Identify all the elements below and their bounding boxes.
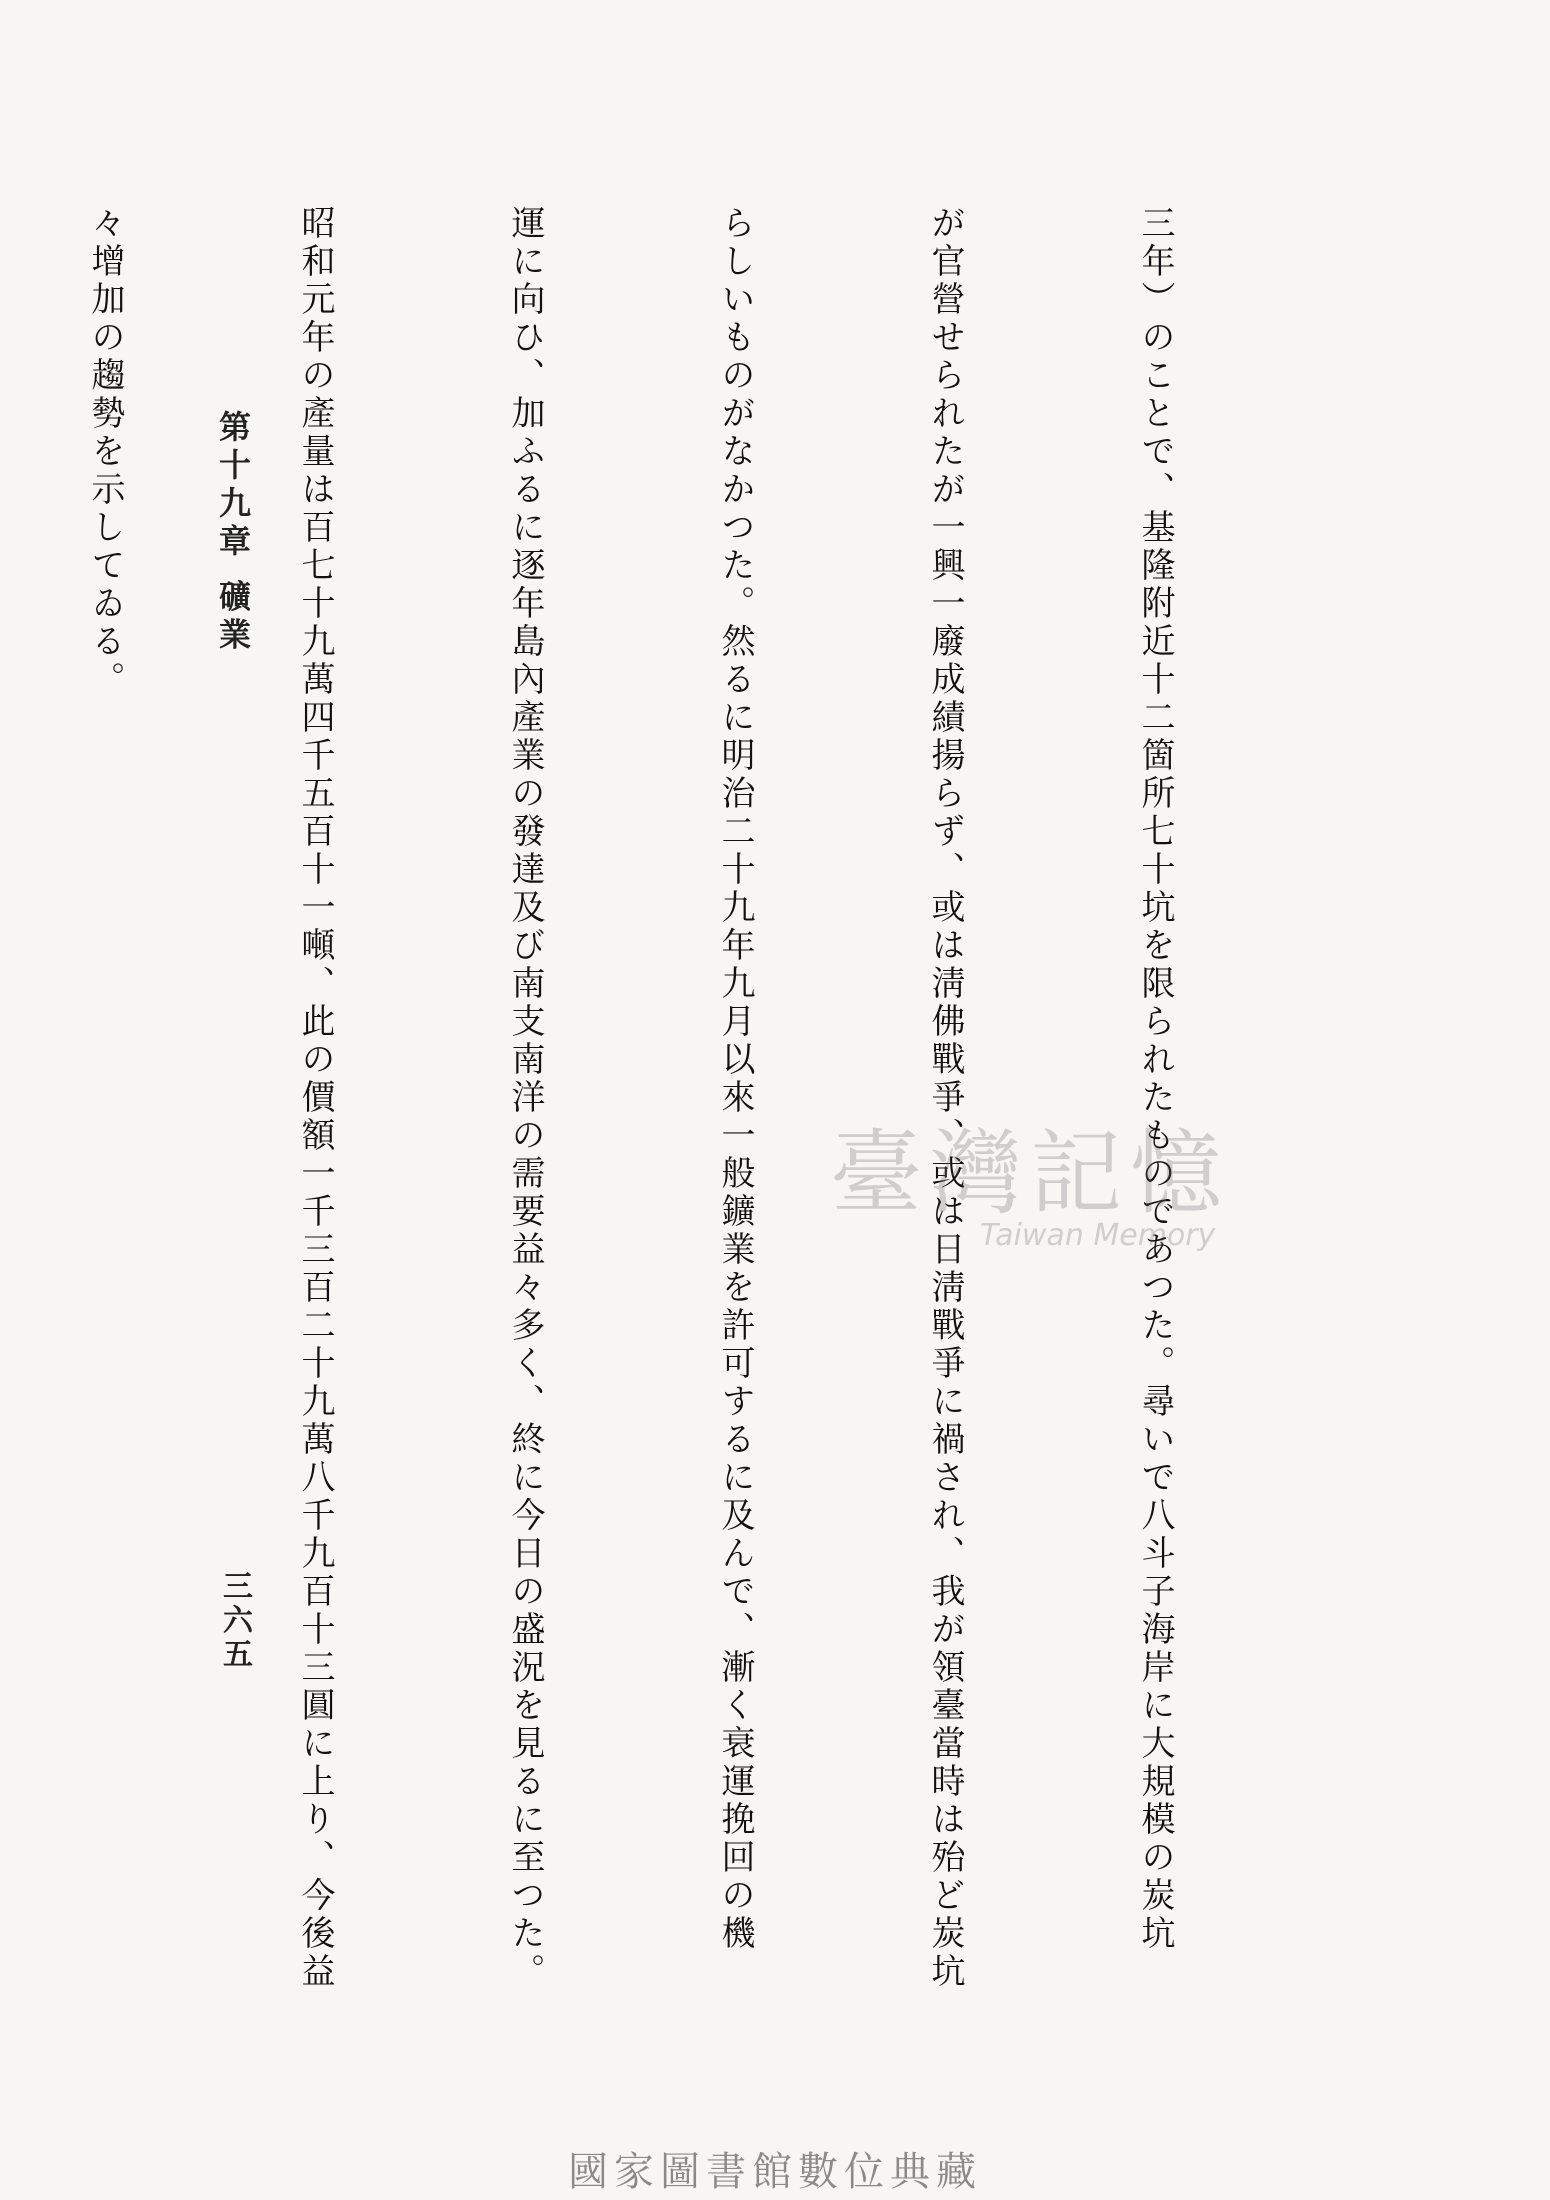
text-column: が官營せられたが一興一廢成績揚らず、或は淸佛戰爭、或は日淸戰爭に禍され、我が領臺當時は殆ど炭坑 <box>925 205 965 1991</box>
text-column: らしいものがなかつた。然るに明治二十九年九月以來一般鑛業を許可するに及んで、漸く衰運挽回の機 <box>715 205 755 1953</box>
watermark <box>830 1100 1250 1253</box>
text-column: 三年）のことで、基隆附近十二箇所七十坑を限られたものであつた。尋いで八斗子海岸に大規模の炭坑 <box>1135 205 1175 1953</box>
page-number: 三六五 <box>217 1570 252 1672</box>
text-column: 運に向ひ、加ふるに逐年島內產業の發達及び南支南洋の需要益々多く、終に今日の盛況を見るに至つた。 <box>505 205 545 1991</box>
text-column: 々增加の趨勢を示してゐる。 <box>85 205 125 699</box>
text-column: 昭和元年の產量は百七十九萬四千五百十一噸、此の價額一千三百二十九萬八千九百十三圓に上り、今後益 <box>295 205 335 1991</box>
watermark-subtext: Taiwan Memory <box>980 1218 1216 1253</box>
watermark-text: 臺灣記憶 <box>830 1120 1231 1227</box>
footer-credit: 國家圖書館數位典藏 <box>568 2149 982 2195</box>
chapter-header: 第十九章 礦業 <box>214 410 252 656</box>
